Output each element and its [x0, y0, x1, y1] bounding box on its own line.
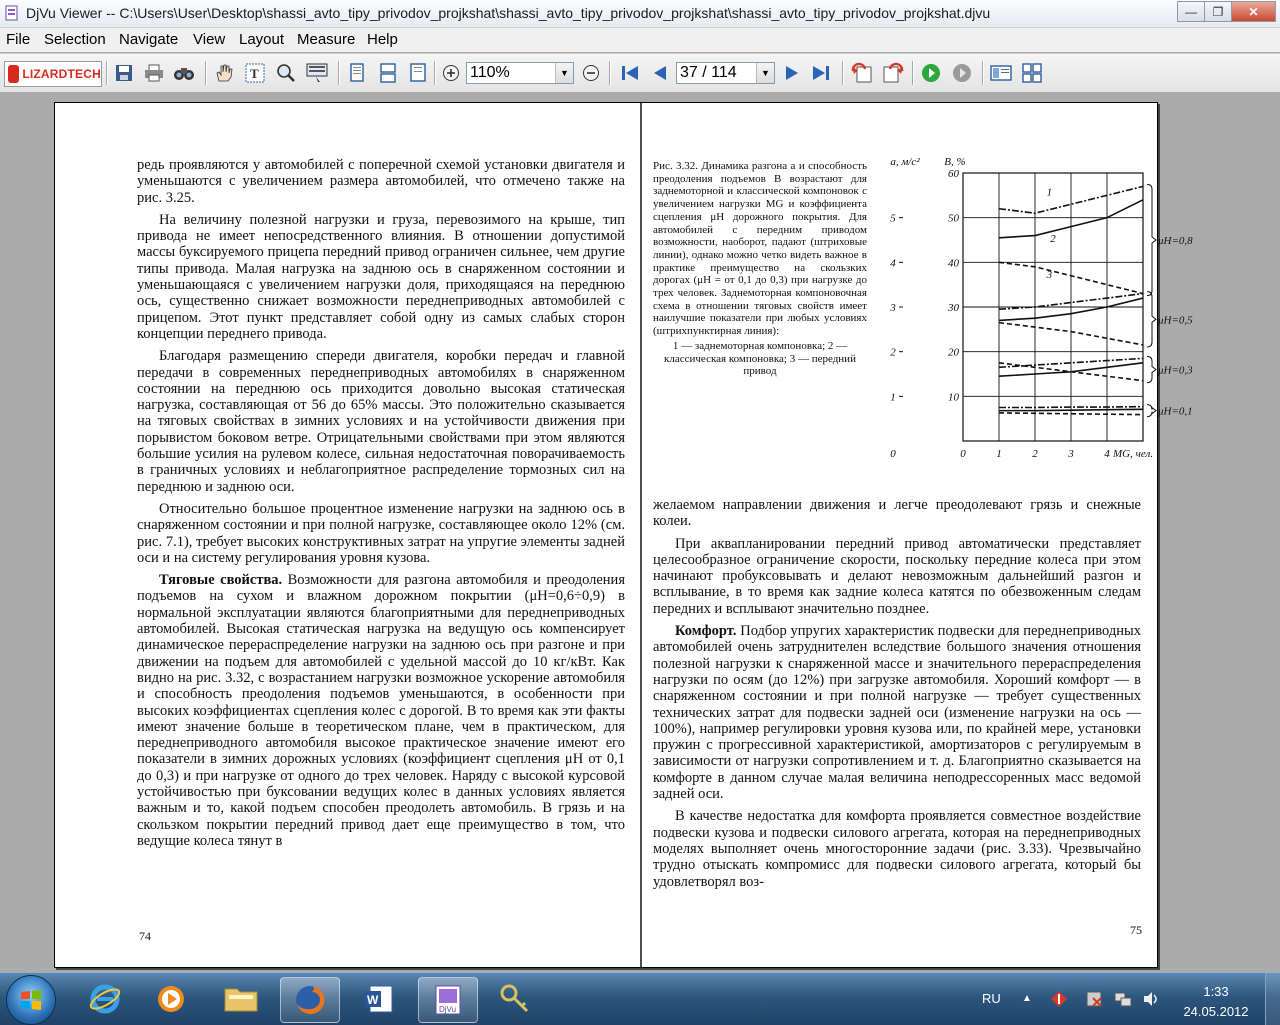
zoom-out-icon[interactable]: [580, 62, 602, 84]
go-grey-icon[interactable]: [951, 62, 973, 84]
b-tick-label: 20: [948, 346, 959, 359]
b-axis-label: B, %: [944, 156, 966, 168]
a-tick-label: 2: [890, 346, 896, 359]
paragraph: [137, 572, 625, 849]
x-tick-label: 2: [1032, 448, 1038, 460]
facing-pages-icon[interactable]: [408, 62, 430, 84]
menu-bar: [0, 28, 1280, 52]
document-viewport[interactable]: [0, 92, 1280, 972]
maximize-button[interactable]: ❐: [1204, 1, 1231, 22]
start-button[interactable]: [6, 975, 56, 1025]
close-button[interactable]: ✕: [1231, 1, 1276, 22]
flag-alert-icon[interactable]: [1050, 990, 1068, 1008]
first-page-icon[interactable]: [619, 62, 641, 84]
page-number-right: 75: [1130, 923, 1142, 937]
explorer-icon[interactable]: [212, 977, 270, 1021]
paragraph-text: Благодаря размещению спереди двигателя, коробки передач и главной передачи в современных переднеприводных автомобилях в снаряженном состоянии на переднюю ось приходится довольно высокая статическая нагрузка, составляющая от 56 до 65% массы. Это положительно сказывается на тяговых свойствах в зимних условиях и на устойчивости движения при порывистом боковом ветре. Отрицательными свойствами при этом являются большие усилия на рулевом колесе, сильная недостаточная поворачиваемость в граничных условиях и неблагоприятное распределение тормозных сил на переднюю и заднюю оси.: [137, 348, 625, 495]
thumbnails-icon[interactable]: [990, 62, 1012, 84]
b-tick-label: 50: [948, 212, 959, 225]
x-tick-label: 3: [1068, 448, 1074, 460]
menu-help[interactable]: Help: [367, 31, 398, 48]
group-bracket: [1147, 356, 1156, 382]
print-icon[interactable]: [143, 62, 165, 84]
svg-text:DjVu: DjVu: [439, 1005, 457, 1014]
paragraph: [137, 212, 625, 342]
zoom-value: 110%: [470, 64, 510, 81]
right-text-column: [653, 497, 1141, 896]
word-icon[interactable]: [350, 977, 408, 1021]
paragraph-text: желаемом направлении движения и легче преодолевают грязь и снежные колеи.: [653, 497, 1141, 530]
paragraph: [137, 501, 625, 566]
prev-page-icon[interactable]: [649, 62, 671, 84]
paragraph: [653, 623, 1141, 802]
continuous-icon[interactable]: [377, 62, 399, 84]
menu-view[interactable]: View: [193, 31, 226, 48]
x-axis-label: MG, чел.: [1112, 448, 1154, 460]
go-green-icon[interactable]: [920, 62, 942, 84]
volume-icon[interactable]: [1142, 990, 1160, 1008]
forward-icon[interactable]: [882, 62, 904, 84]
page-combo[interactable]: [676, 62, 775, 84]
a-tick-label: 4: [890, 257, 896, 270]
window-title: DjVu Viewer -- C:\Users\User\Desktop\shassi_avto_tipy_privodov_projkshat\shassi_avto_tipy_privodov_projkshat\shassi_avto_tipy_privodov_projkshat.djvu: [26, 5, 991, 21]
b-tick-label: 40: [948, 257, 959, 270]
curve-label: 3: [1046, 268, 1053, 281]
group-label: μH=0,1: [1158, 405, 1193, 418]
clock-date: 24.05.2012: [1183, 1004, 1249, 1019]
media-player-icon[interactable]: [142, 977, 200, 1021]
page-value: 37 / 114: [680, 64, 737, 81]
caption-text: Рис. 3.32. Динамика разгона a и способность преодоления подъемов B возрастают для заднемоторной и классической компоновок с увеличением нагрузки MG и коэффициента сцепления μH дорожного покрытия. Для автомобилей с передним приводом возможности, наоборот, падают (штриховые линии), однако можно четко видеть важное в практике преимущество на скользких дорогах (μH = от 0,1 до 0,3) при нагрузке до трех человек. Заднемоторная компоновочная схема в отношении тяговых свойств имеет наилучшие показатели при любых условиях (штрихпунктирная линия):: [653, 160, 867, 338]
ie-icon[interactable]: [76, 977, 134, 1021]
group-bracket: [1147, 292, 1156, 347]
a-tick-label: 1: [890, 391, 896, 404]
text-select-icon[interactable]: [244, 62, 266, 84]
a-tick-label: 3: [890, 302, 896, 314]
b-tick-label: 60: [948, 168, 959, 180]
a-axis-label: a, м/с²: [890, 156, 920, 168]
series-line: [999, 409, 1143, 410]
paragraph: [653, 497, 1141, 530]
group-bracket: [1147, 184, 1156, 295]
paragraph-text: Относительно большое процентное изменение нагрузки на заднюю ось в снаряженном состоянии и при полной нагрузке, составляющее около 12% (см. рис. 7.1), требует высоких конструктивных затрат на упругие элементы задней оси и на систему регулирования уровня кузова.: [137, 500, 625, 566]
minimize-button[interactable]: —: [1177, 1, 1204, 22]
paragraph: [653, 808, 1141, 889]
figure-caption: [653, 160, 867, 378]
acceleration-chart: [875, 143, 1193, 489]
menu-layout[interactable]: Layout: [239, 31, 285, 48]
paragraph-heading: Комфорт.: [675, 623, 737, 640]
paragraph-text: Возможности для разгона автомобиля и преодоления подъемов на сухом и влажном дорожном покрытии (μH=0,6÷0,9) в нормальной эксплуатации являются благоприятными для переднеприводных автомобилей. Высокая статическая нагрузка на ведущую ось компенсирует динамическое перераспределение нагрузки на заднюю ось при разгоне и при движении на подъем для автомобилей с удельной массой до 10 кг/кВт. Как видно на рис. 3.32, с возрастанием нагрузки возможное ускорение автомобиля и способность преодоления подъемов уменьшаются, в особенности при высоких коэффициентах сцепления колес с дорогой. В то время как эти факты имеют значение больше в теоретическом плане, чем в практическом, для переднеприводного автомобиля высокое практическое значение имеют его показатели в зимних дорожных условиях (коэффициент сцепления μH от 0,1 до 0,3) и при нагрузке от одного до трех человек. Наряду с высокой курсовой устойчивостью при буксовании ведущих колес в данных условиях является важным и то, какой подъем способен преодолеть автомобиль. В грязь и на скользком покрытии передний привод дает еще преимущество в том, что ведущие колеса тянут в: [137, 572, 625, 849]
group-label: μH=0,5: [1158, 314, 1193, 327]
a-tick-label: 5: [890, 212, 896, 225]
taskbar: [0, 972, 1280, 1025]
lizard-icon: [8, 65, 19, 83]
left-text-column: [137, 157, 625, 855]
grid-icon[interactable]: [1021, 62, 1043, 84]
djvu-app-icon: [4, 5, 20, 21]
paragraph-text: Подбор упругих характеристик подвески для переднеприводных автомобилей очень затруднителен вследствие большого значения отношения полезной нагрузки к снаряженной массе и значительного перераспределения нагрузки по осям (до 12%) при загрузке автомобиля. Хороший комфорт — в снаряженном состоянии и при полной нагрузке — требует существенных технических затрат для подвески задней оси (изменение нагрузки на ось — 100%), например регулировки уровня кузова или, по крайней мере, установки пружин с прогрессивной характеристикой, амортизаторов с регулируемым в зависимости от нагрузки сопротивлением и т. д. Благоприятно сказывается на комфорте в данном случае малая величина неподрессоренных масс ведомой задней оси.: [653, 623, 1141, 803]
a-tick-label: 0: [890, 448, 896, 460]
clock-time: 1:33: [1203, 984, 1229, 999]
zoom-in-icon[interactable]: [440, 62, 462, 84]
save-icon[interactable]: [113, 62, 135, 84]
network-icon[interactable]: [1114, 990, 1132, 1008]
djvu-icon[interactable]: [418, 977, 478, 1023]
last-page-icon[interactable]: [810, 62, 832, 84]
group-label: μH=0,8: [1158, 235, 1193, 247]
zoom-rect-icon[interactable]: [306, 62, 328, 84]
menu-file[interactable]: File: [6, 31, 31, 48]
curve-label: 1: [1046, 186, 1053, 199]
group-label: μH=0,3: [1158, 364, 1193, 377]
paragraph: [653, 536, 1141, 617]
removable-device-icon[interactable]: [1085, 990, 1103, 1008]
menu-navigate[interactable]: Navigate: [119, 31, 179, 48]
language-indicator[interactable]: RU: [982, 991, 1001, 1006]
windows-logo-icon: [19, 988, 43, 1012]
clock[interactable]: [1176, 984, 1256, 1019]
zoom-tool-icon[interactable]: [275, 62, 297, 84]
x-tick-label: 0: [960, 448, 966, 460]
chevron-down-icon[interactable]: ▼: [756, 63, 774, 83]
chevron-down-icon[interactable]: ▼: [555, 63, 573, 83]
keys-icon[interactable]: [486, 977, 544, 1021]
svg-text:T: T: [250, 66, 259, 81]
firefox-icon[interactable]: [280, 977, 340, 1023]
back-icon[interactable]: [851, 62, 873, 84]
group-bracket: [1147, 405, 1156, 417]
hand-tool-icon[interactable]: [213, 62, 235, 84]
x-tick-label: 1: [996, 448, 1002, 460]
title-bar: [0, 0, 1280, 28]
b-tick-label: 30: [948, 302, 959, 314]
document-page: [54, 102, 1193, 968]
single-page-icon[interactable]: [346, 62, 368, 84]
logo-text: LIZARDTECH: [22, 67, 101, 81]
paragraph-text: На величину полезной нагрузки и груза, перевозимого на крыше, тип привода не имеет непосредственного влияния. В отношении допустимой массы буксируемого прицепа передний привод ограничен сильнее, чем другие типы привода. Малая нагрузка на заднюю ось в снаряженном состоянии и уменьшающаяся с увеличением нагрузки доля, приходящаяся на переднюю ось, существенно снижает возможности переднеприводных автомобилей с прицепом. Этот пункт представляет собой одну из самых слабых сторон концепции переднего привода.: [137, 211, 625, 342]
menu-measure[interactable]: Measure: [297, 31, 356, 48]
show-desktop-button[interactable]: [1265, 973, 1280, 1025]
b-tick-label: 10: [948, 391, 959, 404]
curve-label: 2: [1050, 233, 1056, 246]
paragraph-text: редь проявляются у автомобилей с поперечной схемой установки двигателя и уменьшаются с увеличением размера автомобилей, что отмечено также на рис. 3.25.: [137, 157, 625, 206]
page-number-left: 74: [139, 929, 151, 943]
paragraph-text: В качестве недостатка для комфорта проявляется совместное воздействие подвески кузова и подвески силового агрегата, которая на переднеприводных моделях выполняет очень многосторонние задачи (рис. 3.33). Чрезвычайно трудно отыскать компромисс для подвески силового агрегата, который бы удовлетворял воз-: [653, 808, 1141, 890]
paragraph: [137, 348, 625, 495]
caption-legend: 1 — заднемоторная компоновка; 2 — классическая компоновка; 3 — передний привод: [664, 339, 856, 378]
paragraph: [137, 157, 625, 206]
next-page-icon[interactable]: [781, 62, 803, 84]
paragraph-text: При аквапланировании передний привод автоматически представляет целесообразное ограничение скорости, поскольку передние колеса при этом начинают пробуксовывать и делают невозможным дальнейший разгон и всплывание, в то время как задние колеса катятся по обезвоженным следам передних и всплывают значительно позднее.: [653, 535, 1141, 617]
zoom-combo[interactable]: [466, 62, 574, 84]
x-tick-label: 4: [1104, 448, 1110, 460]
find-icon[interactable]: [173, 62, 195, 84]
paragraph-heading: Тяговые свойства.: [159, 572, 283, 589]
page-gutter: [640, 103, 642, 967]
menu-selection[interactable]: Selection: [44, 31, 106, 48]
tray-expand-icon[interactable]: ▲: [1022, 993, 1032, 1004]
svg-text:W: W: [367, 993, 379, 1007]
toolbar: [0, 53, 1280, 93]
lizardtech-logo[interactable]: [4, 61, 102, 87]
